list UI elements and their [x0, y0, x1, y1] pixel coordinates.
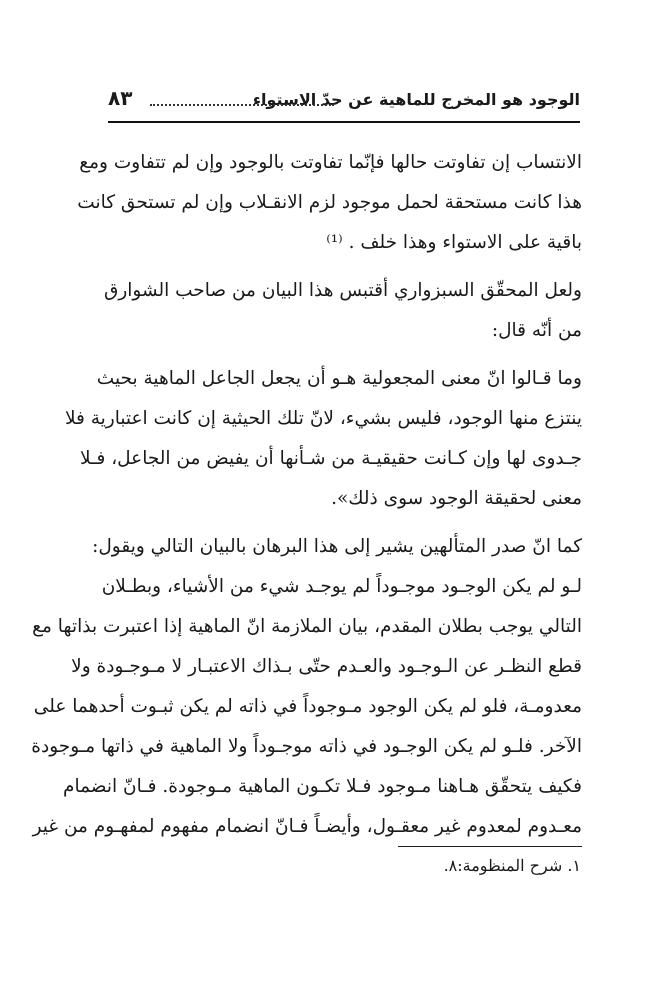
header-rule [108, 121, 580, 123]
body-line: معنى لحقيقة الوجود سوى ذلك». [331, 488, 582, 509]
body-line: التالي يوجب بطلان المقدم، بيان الملازمة انّ الماهية إذا اعتبرت بذاتها مع [32, 616, 582, 637]
body-line: هذا كانت مستحقة لحمل موجود لزم الانقـلاب وإن لم تستحق كانت [77, 192, 582, 213]
paragraph-gap [108, 263, 582, 271]
body-line: الآخر. فلـو لم يكن الوجـود في ذاته موجـوداً ولا الماهية في ذاتها مـوجودة [31, 736, 582, 757]
body-line: قطع النظـر عن الـوجـود والعـدم حتّى بـذاك الاعتبـار لا مـوجـودة ولا [71, 656, 582, 677]
body-line: معـدوم لمعدوم غير معقـول، وأيضـاً فـانّ انضمام مفهوم لمفهـوم من غير [32, 816, 582, 837]
body-line: وما قـالوا انّ معنى المجعولية هـو أن يجعل الجاعل الماهية بحيث [96, 368, 582, 389]
body-line: ولعل المحقّق السبزواري أقتبس هذا البيان من صاحب الشوارق [103, 280, 582, 301]
dot-leader [150, 104, 334, 106]
body-line: الانتساب إن تفاوتت حالها فإنّما تفاوتت بالوجود وإن لم تتفاوت ومع [79, 152, 582, 173]
body-line: ينتزع منها الوجود، فليس بشيء، لانّ تلك الحيثية إن كانت اعتبارية فلا [64, 408, 582, 429]
body-line: جـدوى لها وإن كـانت حقيقيـة من شـأنها أن يفيض من الجاعل، فـلا [80, 448, 582, 469]
running-title: الوجود هو المخرج للماهية عن حدّ الاستواء [252, 90, 580, 109]
paragraph-gap [108, 351, 582, 359]
footnote: ١. شرح المنظومة:٨. [443, 856, 581, 875]
page-number: ٨٣ [108, 86, 133, 110]
body-line: معدومـة، فلو لم يكن الوجود مـوجوداً في ذاته لم يكن ثبـوت أحدهما على [33, 696, 582, 717]
paragraph-gap [108, 519, 582, 527]
body-line: من أنّه قال: [491, 320, 582, 341]
body-line: لـو لم يكن الوجـود موجـوداً لم يوجـد شيء من الأشياء، وبطـلان [101, 576, 582, 597]
body-line: باقية على الاستواء وهذا خلف . ⁽¹⁾ [326, 232, 582, 253]
body-line: كما انّ صدر المتألهين يشير إلى هذا البرهان بالبيان التالي ويقول: [92, 536, 582, 557]
footnote-rule [398, 846, 582, 847]
body-text [31, 143, 582, 847]
page-header [108, 88, 580, 118]
body-line: فكيف يتحقّق هـاهنا مـوجود فـلا تكـون الماهية مـوجودة. فـانّ انضمام [63, 776, 582, 797]
